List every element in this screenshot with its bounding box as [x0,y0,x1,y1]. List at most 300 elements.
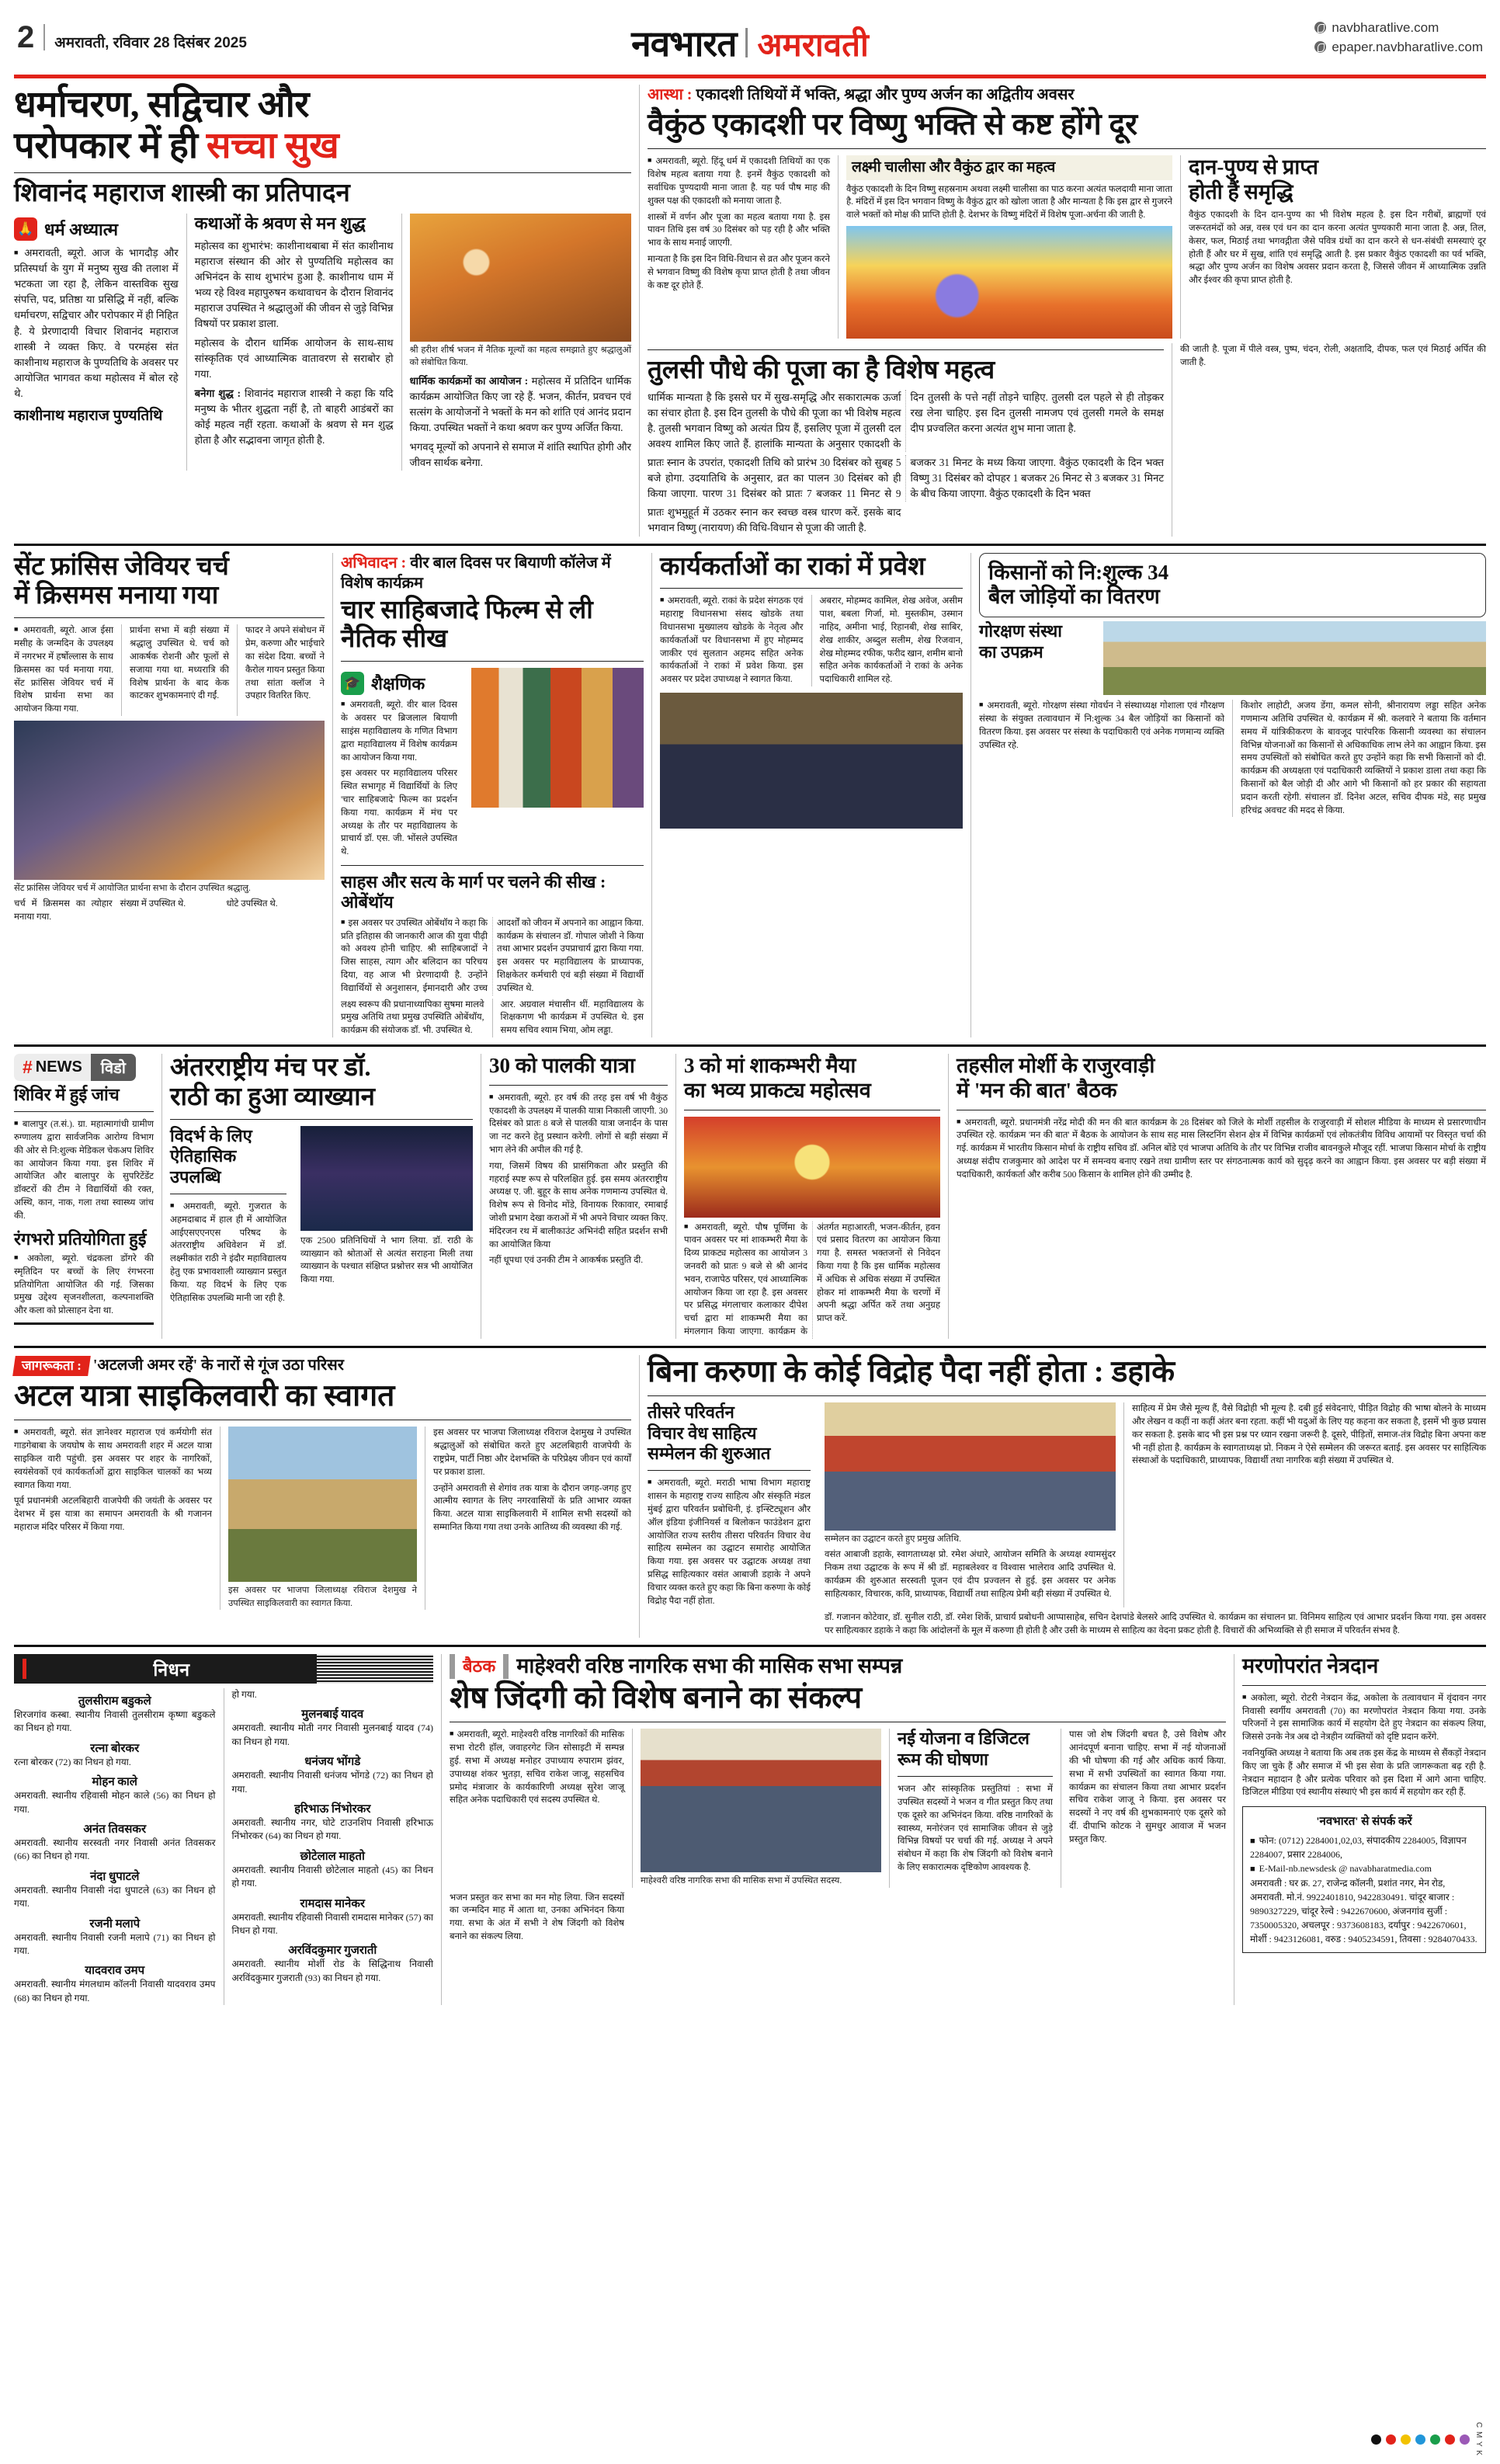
main-divider [639,85,640,537]
globe-icon [1314,22,1326,33]
lead-body-row [14,214,631,471]
obit-name: मोहन काले [92,1776,137,1789]
lead-headline-line2-b: सच्चा सुख [206,125,339,166]
news-video-badge[interactable] [14,1054,136,1081]
abhivadan-body-2: इस अवसर पर महाविद्यालय परिसर स्थित सभागृह में विद्यार्थियों के लिए 'चार साहिबजादे' फिल्म का प्रदर्शन किया गया. कार्यक्रम में मंच पर अध्यक्ष के तौर पर महाविद्यालय के प्राचार्य डॉ. एस. जी. भोंसले उपस्थित थे. [341,768,457,857]
obit-text: अमरावती. स्थानीय निवासी रजनी मलापे (71) का निधन हो गया. [14,1931,216,1956]
ekadashi-kicker-text: एकादशी तिथियों में भक्ति, श्रद्धा और पुण्य अर्जन का अद्वितीय अवसर [696,86,1075,103]
obit-name: अनंत तिवसकर [83,1823,147,1836]
nidhan-section-bar [14,1654,433,1684]
baithak-col-3 [898,1729,1053,1887]
news-badge-news-label: NEWS [35,1058,82,1076]
intl-col-1 [170,1126,286,1305]
laxmi-box-title: लक्ष्मी चालीसा और वैकुंठ द्वार का महत्व [852,159,1056,176]
lead-deck: कथाओं के श्रवण से मन शुद्ध [194,214,366,234]
church-body-5: संख्या में उपस्थित थे. [120,898,186,909]
intl-lecture-package [170,1054,473,1339]
ekadashi-headline: वैकुंठ एकादशी पर विष्णु भक्ति से कष्ट होंगे दूर [648,108,1138,141]
tulsi-rule [648,349,1164,350]
third-band [14,1054,1486,1339]
col-divider [401,214,402,471]
baithak-sub-rule [898,1776,1053,1777]
baithak-col-4 [1069,1729,1226,1887]
dahake-photo-caption: सम्मेलन का उद्घाटन करते हुए प्रमुख अतिथि. [825,1534,961,1545]
col-divider [1123,1402,1124,1607]
kisan-sub-col [979,621,1095,695]
palki-rule [489,1085,668,1086]
ekadashi-col-3 [1189,155,1486,339]
nidhan-package [14,1654,433,2005]
color-dot-magenta [1445,2434,1455,2445]
kisan-headline-2: बैल जोड़ियों का वितरण [988,585,1160,609]
baithak-headline: शेष जिंदगी को विशेष बनाने का संकल्प [450,1680,863,1715]
website-url: navbharatlive.com [1332,19,1439,35]
lead-body-2: महोत्सव का शुभारंभ: काशीनाथबाबा में संत काशीनाथ महाराज संस्थान की ओर से पुण्यतिथि महोत्सव का अभिनंदन के साथ शुभारंभ हुआ है. काशीनाथ धाम में भव्य रहे विश्व महापुरुषन कथावाचन के दौरान शिवानंद महाराज उपस्थित ने श्रद्धालुओं की जीवन से जुड़े विभिन्न विषयों पर प्रकाश डाला. [194,239,394,329]
obit-name: अरविंदकुमार गुजराती [288,1944,377,1958]
atal-body-4: उन्होंने अमरावती से शेगांव तक यात्रा के दौरान जगह-जगह हुए आत्मीय स्वागत के लिए नगरवासियों के प्रति आभार व्यक्त किया. अटल यात्रा साइकिलवारी में शामिल सभी सदस्यों को सम्मानित किया गया तथा उनके आतिथ्य की व्यवस्था की गई. [433,1482,631,1532]
edition-name: अमरावती [757,26,869,63]
lead-rule [14,172,631,173]
obit-text: रत्ना बोरकर (72) का निधन हो गया. [14,1756,131,1767]
satsang-photo-caption: श्री हरीश शीर्ष भजन में नैतिक मूल्यों का महत्व समझाते हुए श्रद्धालुओं को संबोधित किया. [409,346,631,368]
main-divider [675,1054,676,1339]
obit-text: अमरावती. स्थानीय मोर्शी रोड के सिद्धिनाथ निवासी अरविंदकुमार गुजराती (93) का निधन हो गया. [231,1958,433,1983]
karyakarta-rule [660,588,963,589]
news-badge-left [14,1054,91,1081]
dahake-right-body: साहित्य में प्रेम जैसे मूल्य हैं, वैसे विद्रोही भी मूल्य है. दबी हुई संवेदनाएं, पीड़ित विद्रोह की भाषा बोलने के माध्यम और लेखन व कहीं ना कहीं अंतर बना रहता. कहीं भी यदुओं के लिए यह कहना कर सकता है, इसमें भी कुछ प्रयास कर सकता है. इसके बाद भी इस प्रश्न पर ध्यान रखना जरूरी है. दूसरे, पीड़ितों, समाज-तंत्र विद्रोह बिना अपना कष्ट भी नहीं होता है. कार्यक्रम के स्वागताध्यक्ष प्रो. निकम ने ऐसे सम्मेलन की जरूरत बताई. इस अवसर पर साहित्यिक संस्थाओं के पदाधिकारी, प्राध्यापक, विद्यार्थी तथा नागरिक बड़ी संख्या में उपस्थित थे. [1132,1403,1486,1466]
atal-col-1 [14,1427,212,1609]
col-divider [1180,155,1181,339]
baithak-photo [641,1729,881,1872]
abhivadan-kicker [341,553,644,593]
news-video-body: ■ बालापुर (त.सं.). ग्रा. महात्मागांधी ग्रामीण रुग्णालय द्वारा सार्वजनिक आरोग्य विभाग की ओर से नि:शुल्क मेडिकल चेकअप शिविर का आयोजन किया गया. इस शिविर में आयोजित और बालापुर के सुपरिटेंडेंट डॉक्टरों की टीम ने विद्यार्थियों की रक्त, अस्थि, कान, नाक, गला तथा स्वास्थ्य जांच की. [14,1118,154,1222]
fifth-band [14,1654,1486,2005]
karyakarta-col-1 [660,595,804,686]
dahake-photo [825,1402,1116,1531]
obit-item [14,1868,216,1911]
color-dot-black [1371,2434,1381,2445]
church-col-1 [14,624,113,716]
baithak-kicker-text: माहेश्वरी वरिष्ठ नागरिक सभा की मासिक सभा सम्पन्न [516,1654,903,1678]
palki-body-3: नहीं धूपधा एवं उनकी टीम ने आकर्षक प्रस्तुति दी. [489,1255,644,1266]
church-body-row [14,624,325,716]
nidhan-col-1 [14,1688,216,2005]
dahake-col-2 [825,1402,1116,1607]
tahsil-body: ■ अमरावती, ब्यूरो. प्रधानमंत्री नरेंद्र मोदी की मन की बात कार्यक्रम के 28 दिसंबर को जिले के मोर्शी तहसील के राजुरवाड़ी में सोशल मीडिया के माध्यम से प्रसारणाधीन उपस्थित रहे. कार्यक्रम 'मन की बात' में बैठक के आयोजन के साथ सह मास लिस्टनिंग सेशन क्षेत्र में विभिन्न कार्यक्रमों एवं लोकतंत्रीय विविध आयामों पर विस्तृत चर्चा की गई. कार्यक्रम में भारतीय किसान मोर्चा के राष्ट्रीय सचिव डॉ. अनिल बोंडे एवं भाजपा अतिथि के तौर पर विभिन्न राजीव बावनकुले मौजूद रहीं. भाजपा किसान मोर्चा के राष्ट्रीय अध्यक्ष संदीप राजकुमार को आदेश पर में समन्वय बनाए रखने तथा ग्रामीण स्तर पर संगठनात्मक कार्य को सुदृढ़ करने का आह्वान किया. इस अवसर पर बड़ी संख्या में पदाधिकारी, कार्यकर्ता और करीब 500 किसान के शामिल होने की उम्मीद है. [957,1117,1486,1182]
church-rule [14,617,325,618]
church-body-4: चर्च में क्रिसमस का त्योहार मनाया गया. [14,898,113,922]
color-dot-yellow [1401,2434,1411,2445]
obit-text: अमरावती. स्थानीय मंगलधाम कॉलनी निवासी यादवराव उमप (68) का निधन हो गया. [14,1979,216,2004]
lead-col-3 [410,214,631,471]
karyakarta-package [660,553,963,1037]
atal-col-3 [433,1427,631,1609]
lead-sub3-title: बनेगा शुद्ध : [194,387,241,400]
atal-col-2 [228,1427,417,1609]
tahsil-package [957,1054,1486,1339]
second-band [14,553,1486,1037]
contact-email[interactable]: ■ E-Mail-nb.newsdesk @ navabharatmedia.com [1250,1861,1478,1876]
tahsil-headline-1: तहसील मोर्शी के राजुरवाड़ी [957,1053,1155,1077]
col-divider [632,1729,633,1887]
karyakarta-col-2 [820,595,964,686]
intl-headline-1: अंतरराष्ट्रीय मंच पर डॉ. [170,1053,371,1082]
dahake-col-3 [1132,1402,1486,1607]
shakambhari-package [684,1054,940,1339]
contact-title: 'नवभारत' से संपर्क करें [1316,1816,1412,1829]
kisan-body-1: ■ अमरावती, ब्यूरो. गोरक्षण संस्था गोवर्धन ने संस्थाध्यक्ष गोशाला एवं गौरक्षण संस्था के संयुक्त तत्वावधान में नि:शुल्क 34 बैल जोड़ियों का किसानों को वितरण किया. इस अवसर पर संस्था के पदाधिकारी एवं अनेक गणमान्य व्यक्ति उपस्थित रहे. [979,700,1224,752]
epaper-url-row[interactable] [1314,37,1483,57]
dahake-spacer [648,1611,811,1638]
abhivadan-kicker-tag: अभिवादन : [341,554,407,572]
color-dot-cyan [1415,2434,1425,2445]
atal-body-3: इस अवसर पर भाजपा जिलाध्यक्ष रविराज देशमुख ने उपस्थित श्रद्धालुओं को संबोधित करते हुए अटलबिहारी वाजपेयी के राष्ट्रप्रेम, पार्टी निष्ठा और देशभक्ति के परिप्रेक्ष्य जीवन एवं कार्यों पर प्रकाश डाला. [433,1427,631,1477]
obit-name: छोटेलाल माहतो [300,1850,365,1863]
nidhan-stripes [317,1654,433,1684]
kisan-headline-box [979,553,1486,618]
lead-body-5: शिवानंद महाराज शास्त्री ने कहा कि यदि मनुष्य के भीतर शुद्धता नहीं है, तो बाहरी आडंबरों का कोई महत्व नहीं रहता. कथाओं के श्रवण से मन शुद्ध होता है और सद्भावना जागृत होती है. [194,387,394,447]
obit-name: धनंजय भोंगडे [304,1756,361,1769]
nidhan-col-2 [232,1688,434,2005]
ekadashi-body-2: शास्त्रों में वर्णन और पूजा का महत्व बताया गया है. इस पावन तिथि इस वर्ष 30 दिसंबर को पड़ रही है और भक्ति भाव के साथ मनाई जाएगी. [648,211,830,248]
baithak-body-row [450,1729,1226,1887]
obit-name: रत्ना बोरकर [90,1742,140,1755]
atal-cycle-photo [228,1427,417,1582]
abhivadan-rule-2 [341,865,644,866]
kisan-headline-1: किसानों को नि:शुल्क 34 [988,560,1169,584]
ekadashi-body-1: ■ अमरावती, ब्यूरो. हिंदू धर्म में एकादशी तिथियों का एक विशेष महत्व बताया गया है. इनमें वैकुंठ एकादशी को सर्वाधिक पुण्यदायी माना जाता है. यह पर्व पौष माह की शुक्ल पक्ष की एकादशी को मनाया जाता है. [648,155,830,207]
shaikshanik-badge-label: शैक्षणिक [371,674,425,694]
lead-headline-line1: धर्माचरण, सद्विचार और [14,85,309,125]
church-body-6: धोटे उपस्थित थे. [226,898,278,909]
baithak-body-4: भजन प्रस्तुत कर सभा का मन मोह लिया. जिन सदस्यों का जन्मदिन माह में आता था, उनका अभिनंदन किया गया. सभा के अंत में सभी ने शेष जिंदगी को विशेष बनाने का संकल्प लिया. [450,1892,624,1942]
daan-col-2 [1180,343,1486,537]
abhivadan-body-1: ■ अमरावती, ब्यूरो. वीर बाल दिवस के अवसर पर ब्रिजलाल बियाणी साइंस महाविद्यालय के गणित विभाग द्वारा महाविद्यालय में विशेष कार्यक्रम का आयोजन किया गया. [341,699,457,764]
church-body-2: प्रार्थना सभा में बड़ी संख्या में श्रद्धालु उपस्थित थे. चर्च को आकर्षक रोशनी और फूलों से सजाया गया था. मध्यरात्रि की विशेष प्रार्थना के बाद केक काटकर शुभकामनाएं दी गईं. [130,625,229,701]
atal-package [14,1355,631,1638]
baithak-bar-right [503,1654,509,1679]
obit-name: हरिभाऊ निंभोरकर [294,1802,371,1816]
baithak-kicker [450,1654,1226,1679]
kisan-sub-2: का उपक्रम [979,641,1043,662]
satsang-photo [410,214,631,342]
tulsi-body: धार्मिक मान्यता है कि इससे घर में सुख-समृद्धि और सकारात्मक ऊर्जा का संचार होता है. इस दिन तुलसी के पौधे की पूजा का भी विशेष महत्व है. तुलसी भगवान विष्णु को अत्यंत प्रिय हैं, इसलिए पूजा में तुलसी दल अवश्य शामिल किए जाते हैं. हालांकि मान्यता के अनुसार एकादशी के दिन तुलसी के पत्ते नहीं तोड़ने चाहिए. तुलसी दल पहले से ही तोड़कर रख लेना चाहिए. इस दिन तुलसी नामजप एवं तुलसी गमले के समक्ष दीप प्रज्वलित करना अत्यंत शुभ माना जाता है. [648,391,1164,450]
baithak-sub-1: नई योजना व डिजिटल [898,1729,1030,1749]
masthead [0,0,1500,75]
band-separator-3 [14,1346,1486,1348]
abhivadan-foot-row [341,999,644,1037]
shakambhari-body: ■ अमरावती, ब्यूरो. पौष पूर्णिमा के पावन अवसर पर मां शाकम्भरी मैया के दिव्य प्राकट्य महोत्सव का आयोजन 3 जनवरी को प्रातः 9 बजे से श्री आनंद भवन, राजापेठ परिसर, एवं आध्यात्मिक आयोजन किया जा रहा है. इस अवसर पर प्रसिद्ध मंगलाचार कलाकार दीपेश चर्चा द्वारा मां शाकम्भरी मैया का मंगलगान किया जाएगा. कार्यक्रम के अंतर्गत महाआरती, भजन-कीर्तन, हवन एवं प्रसाद वितरण का आयोजन किया गया है. समस्त भक्तजनों से निवेदन किया गया है कि इस धार्मिक महोत्सव में अधिक से अधिक संख्या में उपस्थित होकर मां शाकम्भरी मैया के चरणों में अपनी श्रद्धा अर्पित करें तथा अनुग्रह प्राप्त करें. [684,1222,940,1339]
intl-sub-1: विदर्भ के लिए [170,1125,252,1145]
atal-body-1: ■ अमरावती, ब्यूरो. संत ज्ञानेश्वर महाराज एवं कर्मयोगी संत गाडगेबाबा के जयघोष के साथ अमरावती शहर में अटल यात्रा साइकिल वारी पहुंची. इस अवसर पर शहर के नागरिकों, स्वयंसेवकों एवं कार्यकर्ताओं द्वारा साइकिल चालकों का भव्य स्वागत किया गया. [14,1427,212,1492]
abhivadan-body-4: आर. अग्रवाल मंचासीन थीं. महाविद्यालय के शिक्षकगण भी कार्यक्रम में उपस्थित थे. इस समय सचिव श्याम भिया, ओम लड्ढा. [500,999,644,1036]
baithak-body-3: पास जो शेष जिंदगी बचत है, उसे विशेष और आनंदपूर्ण बनाना चाहिए. सभा में नई योजनाओं की भी घोषणा की गई और अधिक कार्य किया. सभा में सभी उपस्थितों का स्वागत किया गया. कार्यक्रम का संचालन किया तथा आभार प्रदर्शन सचिव राकेश जाजू ने किया. इस अवसर पर सदस्यों ने नए वर्ष की शुभकामनाएं एक दूसरे को दीं. दीपाभि कोटक ने सुमधुर आवाज में भजन प्रस्तुत किए. [1069,1729,1226,1844]
newspaper-logo: नवभारत [631,23,737,64]
top-band [14,85,1486,537]
atal-photo-caption: इस अवसर पर भाजपा जिलाध्यक्ष रविराज देशमुख ने उपस्थित साइकिलवारी का स्वागत किया. [228,1586,417,1608]
church-body-3: फादर ने अपने संबोधन में प्रेम, करुणा और भाईचारे का संदेश दिया. बच्चों ने कैरोल गायन प्रस्तुत किया तथा सांता क्लॉज ने उपहार वितरित किए. [245,625,325,701]
color-dot-red [1386,2434,1396,2445]
lead-body-1: ■ अमरावती, ब्यूरो. आज के भागदौड़ और प्रतिस्पर्धा के युग में मनुष्य सुख की तलाश में भटकता जा रहा है, लेकिन वास्तविक सुख संपत्ति, पद, प्रतिष्ठा या प्रसिद्धि में नहीं, बल्कि धर्माचरण, सद्विचार और परोपकार में ही निहित है. ये प्रेरणादायी विचार शिवानंद महाराज शास्त्री ने व्यक्त किए. वे परमहंस संत काशीनाथ महाराज के पुण्यतिथि के अवसर पर आयोजित भागवत कथा महोत्सव में बोल रहे थे. [14,245,179,401]
lead-col-2 [195,214,394,471]
church-body-1: ■ अमरावती, ब्यूरो. आज ईसा मसीह के जन्मदिन के उपलक्ष्य में नगरभर में हर्षोल्लास के साथ क्रिसमस का पर्व मनाया गया. सेंट फ्रांसिस जेवियर चर्च में विशेष प्रार्थना सभा का आयोजन किया गया. [14,624,113,716]
obit-item [14,1916,216,1958]
shakambhari-headline-1: 3 को मां शाकम्भरी मैया [684,1053,856,1077]
obit-text: अमरावती. स्थानीय नगर, घोटे टाउनशिप निवासी हरिभाऊ निंभोरकर (64) का निधन हो गया. [231,1816,433,1842]
daan-title-1: दान-पुण्य से प्राप्त [1189,155,1318,179]
intl-body-2: एक 2500 प्रतिनिधियों ने भाग लिया. डॉ. राठी के व्याख्यान को श्रोताओं से अत्यंत सराहना मिली तथा व्याख्यान के पश्चात संक्षिप्त प्रश्नोत्तर सत्र भी आयोजित किया गया. [300,1235,473,1285]
obit-text: अमरावती. स्थानीय निवासी धनंजय भोंगडे (72) का निधन हो गया. [231,1770,433,1795]
kisan-body-2: किशोर लाहोटी, अजय डेंगा, कमल सोनी, श्रीनारायण लड्डा सहित अनेक गणमान्य अतिथि उपस्थित थे. कार्यक्रम में श्री. कलवारे ने बताया कि वर्तमान समय में यांत्रिकीकरण के बावजूद पारंपरिक किसानी व्यवस्था का संचालन विभिन्न योजनाओं का किसानों से अधिकाधिक लाभ लेने का आह्वान किया. इस समय उपस्थितों को संबोधित करते हुए उन्होंने कहा कि सभी किसानों को दी. कार्यक्रम की अध्यक्षता एवं पदाधिकारी व्यक्तियों ने प्रकाश डाला तथा कहा कि किसानों को बैल जोड़ी दी और आगे भी किसानों को हर प्रकार की सहायता प्रदान करती रहेगी. संचालन डॉ. दिनेश अटल, सचिव दीपक मंडे, सह प्रमुख हरिचंद्र अवचट की मदद से किया. [1241,700,1486,815]
palki-package [489,1054,668,1339]
ekadashi-col-1 [648,155,830,339]
masthead-logo-group [631,19,869,67]
color-dot-green [1430,2434,1440,2445]
baithak-package [450,1654,1226,2005]
col-divider [492,999,493,1037]
obit-name: नंदा धुपाटले [90,1870,140,1883]
obit-text: अमरावती. स्थानीय निवासी छोटेलाल माहतो (45) का निधन हो गया. [231,1864,433,1889]
lead-col-1 [14,214,179,471]
main-divider [639,1355,640,1638]
obit-item [232,1896,434,1938]
atal-kicker-text: 'अटलजी अमर रहें' के नारों से गूंज उठा परिसर [92,1356,344,1374]
vishnu-photo [846,226,1172,339]
news-video-rule [14,1111,154,1112]
netradan-rule [1242,1685,1486,1686]
lead-body-4: महोत्सव में प्रतिदिन धार्मिक कार्यक्रम आयोजित किए जा रहे हैं. भजन, कीर्तन, प्रवचन एवं सत्संग के आयोजनों ने भक्तों के मन को शांति एवं आनंद प्रदान किया. उपस्थित भक्तों ने कथा श्रवण कर पुण्य अर्जित किया. [409,374,632,433]
main-divider [441,1654,442,2005]
baithak-col-1 [450,1729,624,1887]
kisan-sub-1: गोरक्षण संस्था [979,621,1063,641]
intl-col-2 [300,1126,473,1305]
intl-rule [170,1119,473,1120]
baithak-body-2: भजन और सांस्कृतिक प्रस्तुतियां : सभा में उपस्थित सदस्यों ने भजन व गीत प्रस्तुत किए तथा एक दूसरे का अभिनंदन किया. वरिष्ठ नागरिकों के स्वास्थ्य, मनोरंजन एवं सामाजिक जीवन से जुड़े विभिन्न विषयों पर चर्चा की गई. अध्यक्ष ने अपने संबोधन में कहा कि शेष जिंदगी को विशेष बनाने के लिए सकारात्मक दृष्टिकोण आवश्यक है. [898,1784,1053,1872]
obit-name: यादवराव उमप [85,1965,145,1978]
intl-body-row [170,1126,473,1305]
news-video-headline: शिविर में हुई जांच [14,1084,120,1104]
laxmi-box-body: वैकुंठ एकादशी के दिन विष्णु सहस्रनाम अथवा लक्ष्मी चालीसा का पाठ करना अत्यंत फलदायी माना जाता है. मंदिरों में इस दिन भगवान विष्णु के वैकुंठ द्वार को खोला जाता है और मान्यता है कि इस द्वार से गुजरने वाले भक्तों को मोक्ष की प्राप्ति होती है. देशभर के विष्णु मंदिरों में विशेष पूजा-अर्चना की जाती है. [846,183,1172,221]
kisan-sub-row [979,621,1486,695]
lead-body-3: महोत्सव के दौरान धार्मिक आयोजन के साथ-साथ सांस्कृतिक एवं आध्यात्मिक वातावरण से सराबोर हो गया. [194,336,394,381]
karyakarta-headline: कार्यकर्ताओं का राकां में प्रवेश [660,552,925,581]
rangbharo-body: ■ अकोला, ब्यूरो. चंद्रकला डोंगरे की स्मृतिदिन पर बच्चों के लिए रंगभरना प्रतियोगिता आयोजित की गई. जिसका प्रमुख उद्देश्य सृजनशीलता, कल्पनाशक्ति और कला को प्रोत्साहन देना था. [14,1253,154,1318]
church-photo [14,721,325,880]
col-divider [237,624,238,716]
baithak-tag: बैठक [463,1656,496,1676]
intl-sub-2: ऐतिहासिक उपलब्धि [170,1146,237,1187]
abhivadan-body-3: लक्ष्य स्वरूप की प्रधानाध्यापिका सुषमा मालवे प्रमुख अतिथि तथा प्रमुख उपस्थिति ओबेंथॉय, कार्यक्रम की संयोजक डॉ. भी. उपस्थित थे. [341,999,484,1036]
karyakarta-body-row [660,595,963,686]
page-number: 2 [17,19,35,54]
ekadashi-kicker-tag: आस्था : [648,86,693,103]
obit-text: शिरजगांव कस्बा. स्थानीय निवासी तुलसीराम कृष्णा बडुकले का निधन हो गया. [14,1708,216,1734]
church-package [14,553,325,1037]
obit-name: रामदास मानेकर [300,1897,366,1910]
logo-separator [745,28,748,57]
palki-body: ■ अमरावती, ब्यूरो. हर वर्ष की तरह इस वर्ष भी वैकुंठ एकादशी के उपलक्ष्य में पालकी यात्रा निकाली जाएगी. 30 दिसंबर को प्रातः 8 बजे से पालकी यात्रा जनार्दन के पास जा नट करने हेतु प्रस्थान करेगी. लोगों से बड़ी संख्या में भाग लेने की अपील की गई है. [489,1092,668,1157]
dahake-sub-2: विचार वेध साहित्य [648,1423,757,1443]
fourth-band [14,1355,1486,1638]
baithak-foot-row [450,1892,1226,1944]
obit-name: मुलनबाई यादव [301,1708,364,1722]
atal-headline: अटल यात्रा साइकिलवारी का स्वागत [14,1378,395,1413]
lead-sub2-title: धार्मिक कार्यक्रमों का आयोजन : [409,374,529,387]
ekadashi-body-row [648,155,1486,339]
atal-body-row [14,1427,631,1609]
daan-body: वैकुंठ एकादशी के दिन दान-पुण्य का भी विशेष महत्व है. इस दिन गरीबों, ब्राह्मणों एवं जरूरतमंदों को अन्न, वस्त्र एवं धन का दान करना अत्यंत पुण्यकारी माना जाता है. अन्न, तिल, केसर, फल, मिठाई तथा भगवद्गीता जैसे पवित्र ग्रंथों का दान करने से धन-संबंधी समस्याएं दूर होती हैं और घर में सुख, शांति एवं समृद्धि आती है. इस प्रकार वैकुंठ एकादशी का पर्व भक्ति, श्रद्धा और पुण्य अर्जन का विशेष अवसर प्रदान करता है, जिससे जीवन में आध्यात्मिक उन्नति और ईश्वर की कृपा प्राप्त होती है. [1189,210,1486,286]
dahake-col-1 [648,1402,811,1607]
shaikshanik-badge [341,672,457,695]
main-divider [161,1054,162,1339]
website-url-row[interactable] [1314,18,1483,38]
col-divider [889,1729,890,1887]
obit-text: अमरावती. स्थानीय सरस्वती नगर निवासी अनंत तिवसकर (66) का निधन हो गया. [14,1837,216,1862]
obit-item [232,1942,434,1985]
laxmi-box [846,155,1172,179]
masthead-divider [43,24,45,50]
contact-box [1242,1806,1486,1953]
dahake-sub-3: सम्मेलन की शुरुआत [648,1444,771,1464]
church-footer-row [14,898,325,924]
abhivadan-col-1 [341,668,457,859]
dahake-rule [648,1395,1486,1396]
obit-name: तुलसीराम बडुकले [78,1694,151,1708]
dahake-body-2: वसंत आबाजी डहाके, स्वागताध्यक्ष प्रो. रमेश अंधारे, आयोजन समिति के अध्यक्ष श्यामसुंदर निकम तथा उद्घाटक के रूप में श्री डॉ. महाबलेश्वर व विश्वास भालेराव आदि उपस्थित थे. कार्यक्रम की शुरुआत सरस्वती पूजन एवं दीप प्रज्वलन से हुई. इस अवसर पर अनेक साहित्यकार, विचारक, कवि, प्राध्यापक, विद्यार्थी तथा साहित्य प्रेमी बड़ी संख्या में उपस्थित थे. [825,1549,1116,1599]
obit-item [14,1962,216,2005]
tulsi-body-2: प्रातः शुभमुहूर्त में उठकर स्नान कर स्वच्छ वस्त्र धारण करें. इसके बाद भगवान विष्णु (नारायण) की विधि-विधान से पूजा की जाती है. [648,506,901,534]
atal-kicker-chip [12,1356,91,1376]
palki-body-2: गया, जिसमें विषय की प्रासंगिकता और प्रस्तुति की गहराई स्पष्ट रूप से परिलक्षित हुई. इस समय अंतरराष्ट्रीय अध्यक्ष ए. जी. बुहूर के साथ अनेक गणमान्य उपस्थित थे. विशेष रूप से विनोद मोंडे, विनायक रिकावार, रमाबाई जोशी प्रभाग देखा कराओं में भी अपने विचार व्यक्त किए. मंदिरजन रथ में बालीकाउंट अभिनंदी सहित प्रदर्शन सभी का आयोजित किया [489,1160,668,1249]
kisan-package [979,553,1486,1037]
obit-text: अमरावती. स्थानीय मोती नगर निवासी मुलनबाई यादव (74) का निधन हो गया. [231,1722,433,1747]
baithak-col-2 [641,1729,881,1887]
abhivadan-rule [341,661,644,662]
netradan-title: मरणोपरांत नेत्रदान [1242,1653,1379,1677]
netradan-body-2: नवनियुक्ति अध्यक्ष ने बताया कि अब तक इस केंद्र के माध्यम से सैंकड़ों नेत्रदान किए जा चुके हैं और समाज में भी इस सेवा के प्रति जागरूकता बढ़ रही है. नेत्रदान महादान है और प्रत्येक परिवार को इस दिशा में आगे आना चाहिए. डिजिटल मीडिया एवं स्थानीय संस्थाएं भी इस कार्य में सहयोग कर रही हैं. [1242,1748,1486,1798]
page-content [0,78,1500,2005]
tulsi-headline: तुलसी पौधे की पूजा का है विशेष महत्व [648,356,995,385]
news-video-package [14,1054,154,1339]
obit-item [14,1774,216,1816]
baithak-body-1: ■ अमरावती, ब्यूरो. माहेश्वरी वरिष्ठ नागरिकों की मासिक सभा रोटरी हॉल, जवाहरगेट जिन सोसाइटी में सम्पन्न हुई. सभा में अध्यक्ष मनोहर उपाध्याय रुपाराम झंवर, उपाध्यक्ष शंकर भुतड़ा, सचिव राकेश जाजू, सहसचिव प्रमोद मंत्राजार के कार्यकारिणी अध्यक्ष सुरेश जाजू सहित अनेक पदाधिकारी एवं सदस्य उपस्थित थे. [450,1729,624,1807]
rangbharo-headline: रंगभरो प्रतियोगिता हुई [14,1229,147,1249]
contact-address: अमरावती : घर क्र. 27, राजेन्द्र कॉलनी, प्रशांत नगर, मेन रोड, अमरावती. मो.नं. 9922401810, 9422830491. चांदूर बाजार : 9890327229, चांदूर रेल्वे : 9422670600, अंजनगांव सुर्जी : 7350005320, अचलपूर : 9373608183, दर्यापुर : 9422670601, मोर्शी : 9423126081, वरुड : 9405234591, तिवसा : 9284070433. [1250,1877,1477,1944]
news-badge-video-label: विडो [91,1054,136,1081]
kisan-photo [1103,621,1486,695]
dahake-package [648,1355,1486,1638]
col-divider [121,624,122,716]
place-date: अमरावती, रविवार 28 दिसंबर 2025 [54,34,247,51]
band-separator-4 [14,1645,1486,1647]
masthead-urls [1314,18,1483,57]
epaper-url: epaper.navbharatlive.com [1332,40,1483,54]
main-divider [970,553,971,1037]
karyakarta-body-1: ■ अमरावती, ब्यूरो. राकां के प्रदेश संगठक एवं महाराष्ट्र विधानसभा संसद खोडके तथा विधानसभा मुख्यालय खोडके के नेतृत्व और कार्यकर्ताओं पर विधानसभा में हुए मोहम्मद जाकीर एवं सुलतान अहमद सहित अनेक कार्यकर्ताओं ने राकां में प्रवेश किया. इस अवसर पर प्रदेश उपाध्यक्ष ने स्वागत किया. [660,595,804,686]
atal-kicker [14,1355,631,1376]
church-headline-2: में क्रिसमस मनाया गया [14,582,219,610]
graduation-icon: 🎓 [341,672,364,695]
nidhan-cols [14,1688,433,2005]
nidhan-section-title: निधन [153,1659,190,1680]
tulsi-col [648,343,1164,537]
dahake-body-1: ■ अमरावती, ब्यूरो. मराठी भाषा विभाग महाराष्ट्र शासन के महाराष्ट्र राज्य साहित्य और संस्कृति मंडल मुंबई द्वारा परिवर्तन प्रबोधिनी, इं. इन्स्टिट्यूशन और ऑल इंडिया इंजीनियर्स व बिलोकन फाउंडेशन द्वारा आयोजित राज्य स्तरीय तीसरा परिवर्तन विचार वेध साहित्य सम्मेलन का उद्घाटन समारोह आयोजित किया गया. इस अवसर पर उद्घाटक अध्यक्ष तथा प्रसिद्ध साहित्यकार वसंत आबाजी डहाके ने अपने विचार व्यक्त करते हुए कहा कि बिना करुणा के कोई विद्रोह पैदा नहीं होता. [648,1477,811,1607]
church-headline-1: सेंट फ्रांसिस जेवियर चर्च [14,552,229,581]
abhivadan-sub-head: साहस और सत्य के मार्ग पर चलने की सीख : ओबेंथॉय [341,871,606,912]
obit-item [14,1821,216,1864]
baithak-sub-2: रूम की घोषणा [898,1749,988,1769]
kisan-body-row [979,700,1486,817]
obit-item [232,1801,434,1844]
tulsi-row [648,343,1486,537]
lead-package [14,85,631,537]
abhivadan-col-2 [471,668,644,859]
karyakarta-body-2: अबरार, मोहम्मद कामिल, शेख अवेज, असीम पाश, बबला गिर्जा, मो. मुस्तकीम, उस्मान नाहिद, अमीना भाई, रिहानबी, शेख साबिर, शेख शाकीर, अब्दुल सलीम, शेख रिजवान, शेख मोहम्मद रफीक, फरीद खान, शमीम बानो सहित अनेक कार्यकर्ताओं ने राकां के अनेक पदाधिकारी शामिल रहे. [819,596,963,685]
col-divider [838,155,839,339]
lead-sub1-title: काशीनाथ महाराज पुण्यतिथि [14,407,163,424]
lead-headline-line2 [14,126,631,167]
abhivadan-sub-body: ■ इस अवसर पर उपस्थित ओबेंथॉय ने कहा कि प्रति इतिहास की जानकारी आज की युवा पीढ़ी को अवश्य होनी चाहिए. श्री साहिबजादों ने जिस साहस, त्याग और बलिदान का परिचय दिया, वह आज भी प्रेरणादायी है. उन्होंने विद्यार्थियों से अनुशासन, ईमानदारी और उच्च आदर्शों को जीवन में अपनाने का आह्वान किया. कार्यक्रम के संचालन डॉ. गोपाल जोशी ने किया तथा आभार प्रदर्शन उपप्राचार्य द्वारा किया गया. इस अवसर पर महाविद्यालय के प्राध्यापक, शिक्षकेतर कर्मचारी एवं बड़ी संख्या में विद्यार्थी उपस्थित थे. [341,917,644,996]
church-col-3 [245,624,325,716]
dahake-body-3: डॉ. गजानन कोटेवार, डॉ. सुनील राठी, डॉ. रमेश शिर्के, प्राचार्य प्रबोधनी आप्पासाहेब, सचिन देशपांडे बेलसरे आदि उपस्थित थे. कार्यक्रम का संचालन प्रा. विनिमय साहित्य एवं आभार प्रदर्शन किया गया. इस अवसर पर साहित्यकार डहाके ने कहा कि आंदोलनों के मूल में करुणा ही होती है और उसी के माध्यम से साहित्य का वेदना प्रकट होती है. विचारों की अभिव्यक्ति से ही समाज में परिवर्तन संभव है. [825,1612,1486,1636]
intl-stage-photo [300,1126,473,1231]
college-event-photo [471,668,644,808]
ekadashi-body-4: प्रातः स्नान के उपरांत, एकादशी तिथि को प्रारंभ 30 दिसंबर को सुबह 5 बजे होगा. उदयातिथि के अनुसार, व्रत का पालन 30 दिसंबर को ही किया जाएगा. पारण 31 दिसंबर को प्रातः 7 बजकर 11 मिनट से 9 बजकर 31 मिनट के मध्य किया जाएगा. वैकुंठ एकादशी के दिन भक्त विष्णु 31 दिसंबर को दोपहर 1 बजकर 26 मिनट से 3 बजकर 31 मिनट के बीच किया जाएगा. वैकुंठ एकादशी के दिन भक्त [648,457,1164,500]
lead-body-6: भगवद् मूल्यों को अपनाने से समाज में शांति स्थापित होगी और जीवन सार्थक बनेगा. [409,440,631,468]
lead-subheadline: शिवानंद महाराज शास्त्री का प्रतिपादन [14,179,350,208]
dahake-top-row [648,1402,1486,1607]
ekadashi-body-3: मान्यता है कि इस दिन विधि-विधान से व्रत और पूजन करने से भगवान विष्णु की विशेष कृपा प्राप्त होती है तथा जीवन के कष्ट दूर होते हैं. [648,254,830,290]
main-divider [332,553,333,1037]
baithak-photo-caption: माहेश्वरी वरिष्ठ नागरिक सभा की मासिक सभा में उपस्थित सदस्य. [641,1876,842,1886]
atal-kicker-tag: जागरूकता : [22,1357,82,1373]
obit-text: अमरावती. स्थानीय रहिवासी निवासी रामदास मानेकर (57) का निधन हो गया. [231,1911,433,1936]
color-registration-bar [1371,2422,1483,2456]
cmyk-label: C M Y K [1474,2422,1483,2456]
globe-icon [1314,41,1326,53]
daan-title-2: होती हैं समृद्धि [1189,180,1293,204]
kisan-col-1 [979,700,1224,817]
col-divider [1232,700,1233,817]
karyakarta-photo [660,693,963,829]
intl-headline-2: राठी का हुआ व्याख्यान [170,1083,375,1111]
color-dot-violet [1460,2434,1470,2445]
kisan-col-2 [1241,700,1486,817]
lead-sub3 [195,386,394,448]
col-divider [186,214,187,471]
obit-item [232,1848,434,1891]
band-separator-2 [14,1044,1486,1047]
abhivadan-kicker-text: वीर बाल दिवस पर बियाणी कॉलेज में विशेष कार्यक्रम [341,554,611,592]
obit-item [14,1693,216,1736]
namaste-icon: 🙏 [14,217,37,241]
main-divider [948,1054,949,1339]
dahake-sub-rule [648,1470,811,1471]
abhivadan-top-row [341,668,644,859]
obit-item [232,1706,434,1749]
intl-body-1: ■ अमरावती, ब्यूरो. गुजरात के अहमदाबाद में हाल ही में आयोजित आईएसएएनएस परिषद के अंतरराष्ट्रीय अधिवेशन में डॉ. लक्ष्मीकांत राठी ने इंदौर महाविद्यालय हेतु एक प्रभावशाली व्याख्यान प्रस्तुत किया. यह विदर्भ के लिए एक ऐतिहासिक उपलब्धि मानी जा रही है. [170,1201,286,1305]
ekadashi-package [648,85,1486,537]
dahake-headline: बिना करुणा के कोई विद्रोह पैदा नहीं होता : डहाके [648,1354,1175,1388]
ekadashi-kicker [648,85,1486,105]
dharma-badge-label: धर्म अध्यात्म [44,220,119,240]
atal-body-2: पूर्व प्रधानमंत्री अटलबिहारी वाजपेयी की जयंती के अवसर पर देशभर में इस यात्रा का समापन अमरावती के श्री गजानन महाराज मंदिर परिसर में किया गया. [14,1496,212,1532]
kisan-photo-col [1103,621,1486,695]
dahake-bottom-row [648,1611,1486,1638]
dharma-badge [14,217,179,241]
col-divider [811,595,812,686]
hash-icon: # [23,1056,33,1077]
